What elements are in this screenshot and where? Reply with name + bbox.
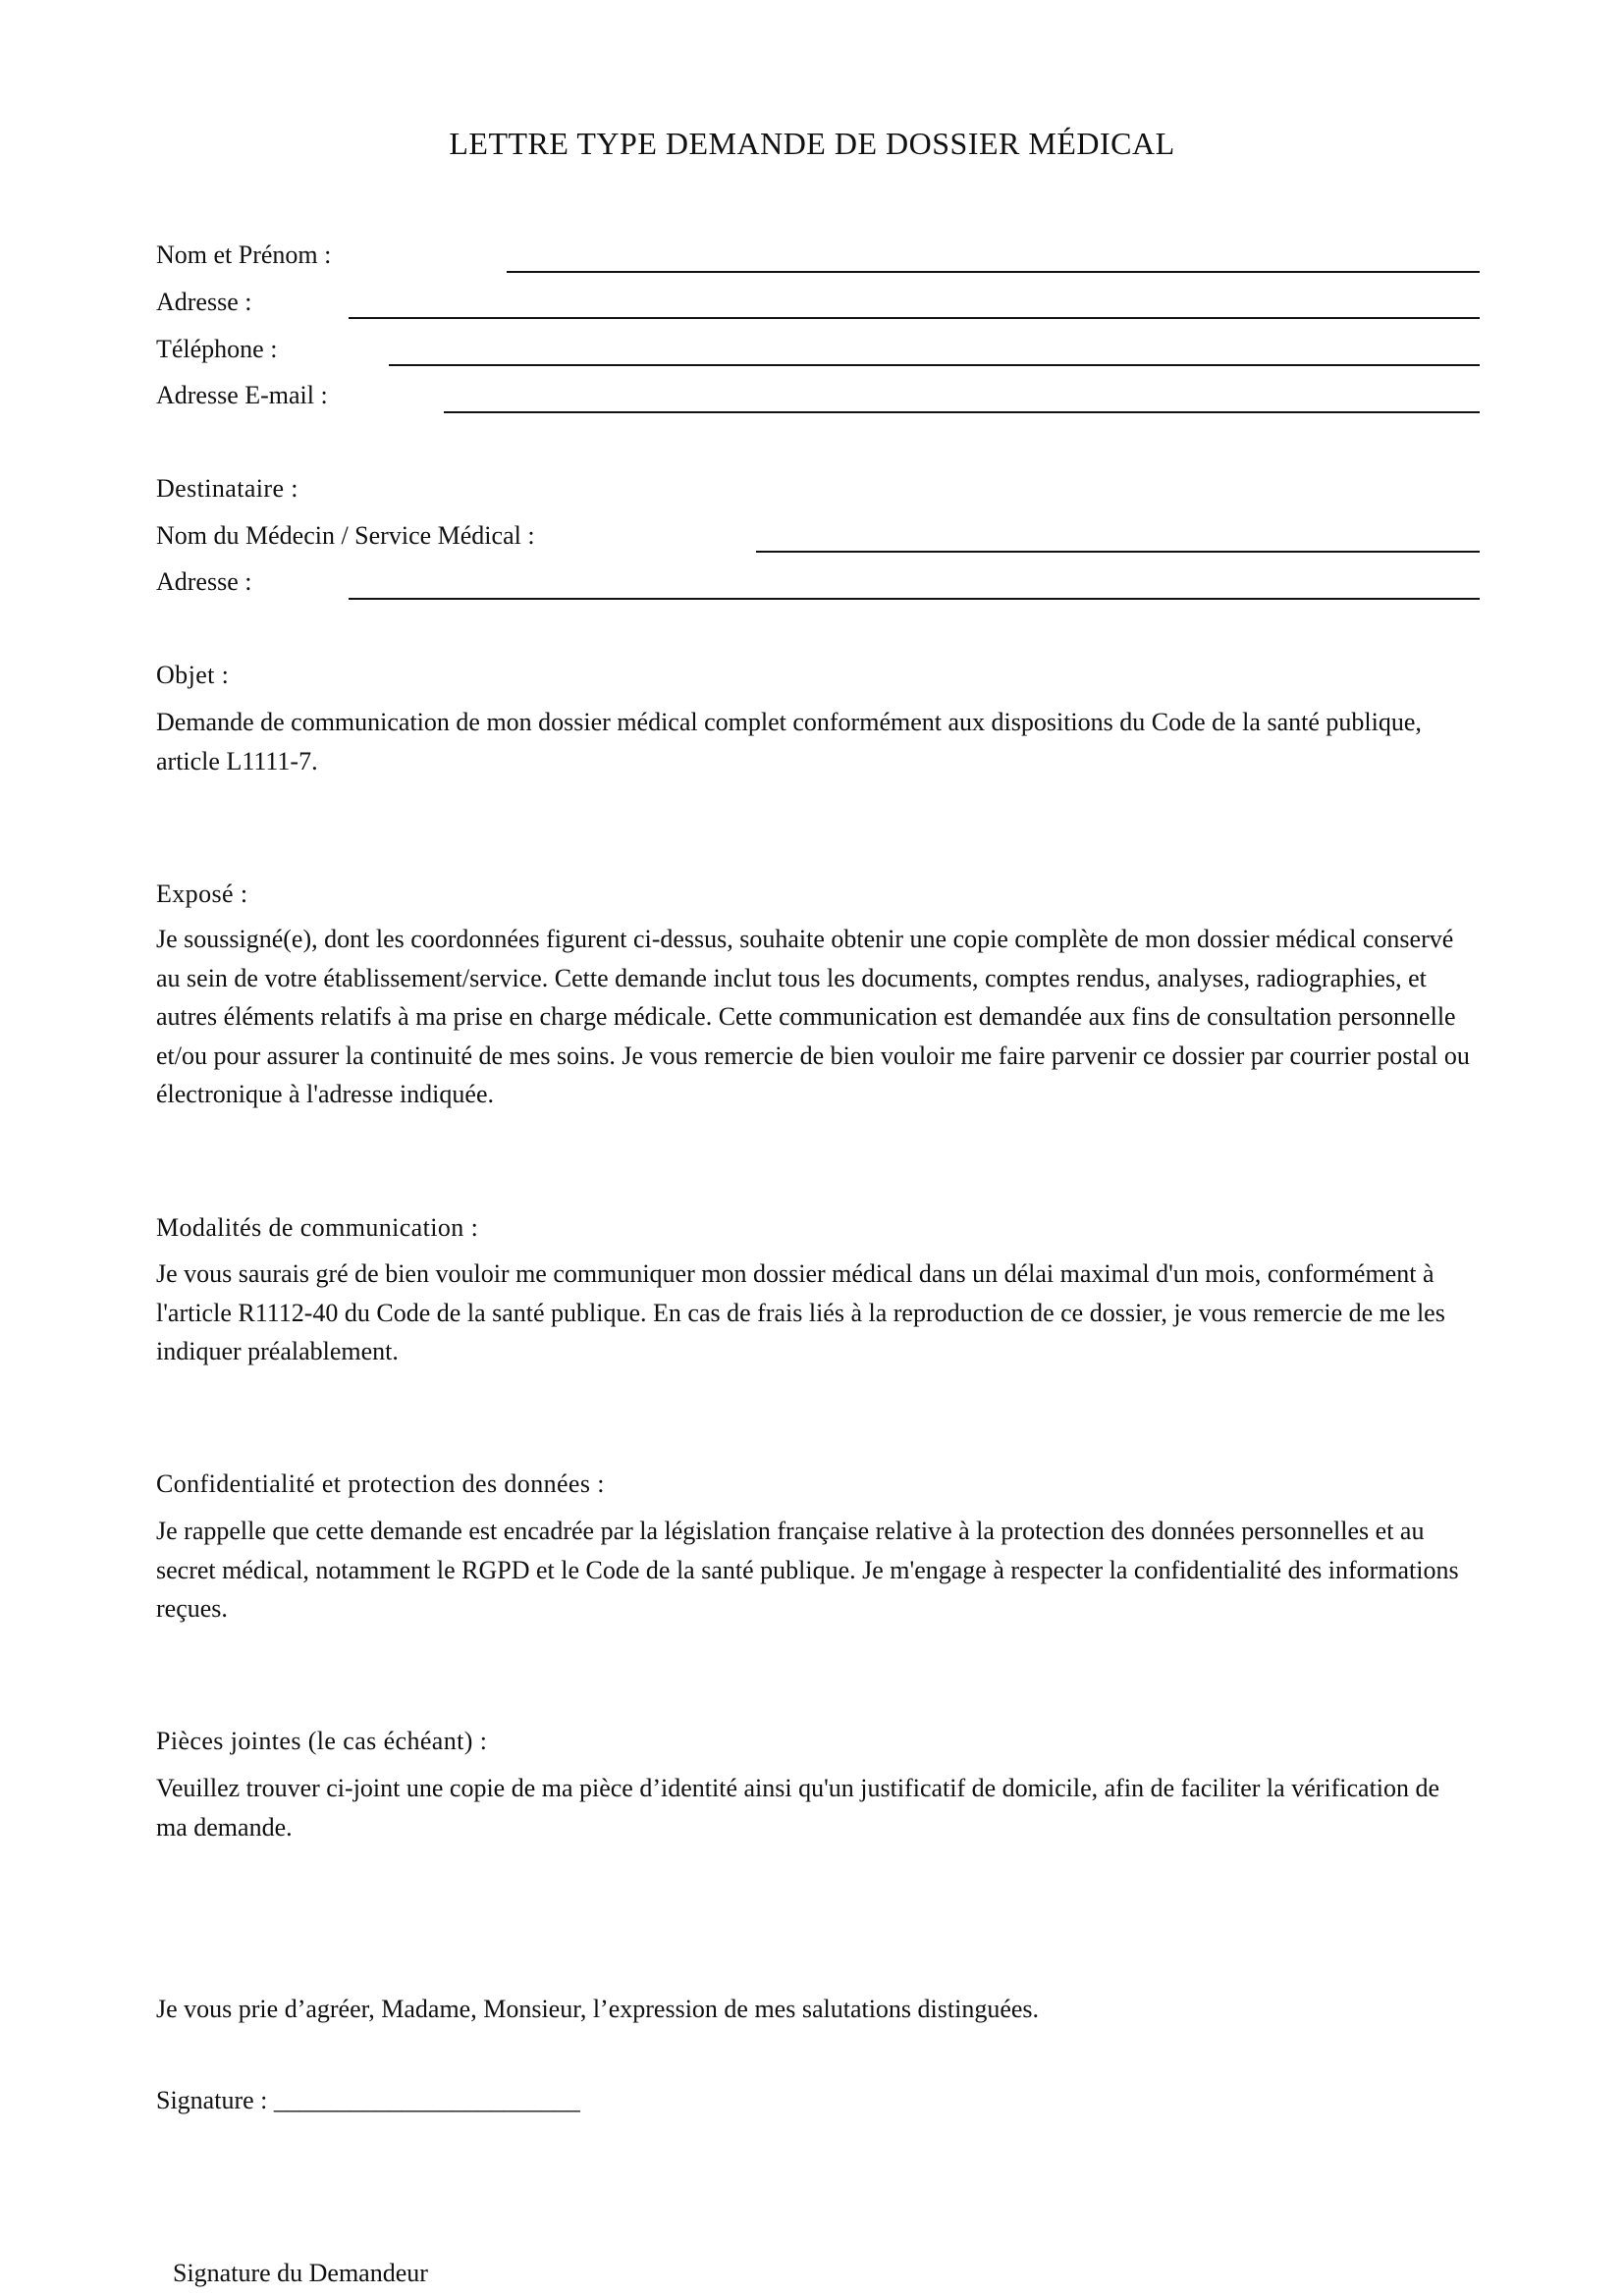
sender-address-line[interactable] [349,317,1480,319]
modalities-text: Je vous saurais gré de bien vouloir me communiquer mon dossier médical dans un délai maximal d'un mois, conformément à l'article R1112-40 du Code de la santé publique. En cas de frais liés à la reproduction de ce dossier, je vous remercie de me les indiquer préalablement. [156,1259,1445,1365]
recipient-doctor-line[interactable] [756,551,1480,553]
sender-name-label: Nom et Prénom : [156,240,332,269]
recipient-doctor-label: Nom du Médecin / Service Médical : [156,521,535,550]
sender-name-line[interactable] [507,271,1480,273]
signature-field[interactable]: Signature : ________________________ [156,2086,580,2114]
sender-phone-line[interactable] [389,364,1480,366]
sender-phone-label: Téléphone : [156,335,278,363]
sender-email-line[interactable] [444,411,1480,413]
signature-caption: Signature du Demandeur [173,2259,428,2287]
confidentiality-text: Je rappelle que cette demande est encadrée par la législation française relative à la protection des données personnelles et au secret médical, notamment le RGPD et le Code de la santé publique. Je m'engage à respecter la confidentialité des informations reçues. [156,1517,1459,1623]
modalities-heading: Modalités de communication : [156,1213,479,1242]
closing-formula: Je vous prie d’agréer, Madame, Monsieur, l’expression de mes salutations distinguées. [156,1995,1040,2023]
sender-email-label: Adresse E-mail : [156,381,328,409]
recipient-address-line[interactable] [349,598,1480,600]
object-text: Demande de communication de mon dossier médical complet conformément aux dispositions du Code de la santé publique, article L1111-7. [156,708,1422,775]
recipient-heading: Destinataire : [156,474,298,503]
confidentiality-heading: Confidentialité et protection des données : [156,1469,605,1498]
expose-text: Je soussigné(e), dont les coordonnées figurent ci-dessus, souhaite obtenir une copie complète de mon dossier médical conservé au sein de votre établissement/service. Cette demande inclut tous les documents, comptes rendus, analyses, radiographies, et autres éléments relatifs à ma prise en charge médicale. Cette communication est demandée aux fins de consultation personnelle et/ou pour assurer la continuité de mes soins. Je vous remercie de bien vouloir me faire parvenir ce dossier par courrier postal ou électronique à l'adresse indiquée. [156,925,1470,1108]
object-heading: Objet : [156,661,230,689]
expose-heading: Exposé : [156,880,248,908]
document-title: LETTRE TYPE DEMANDE DE DOSSIER MÉDICAL [449,126,1175,161]
attachments-text: Veuillez trouver ci-joint une copie de ma pièce d’identité ainsi qu'un justificatif de domicile, afin de faciliter la vérification de ma demande. [156,1774,1440,1842]
recipient-address-label: Adresse : [156,567,252,596]
sender-address-label: Adresse : [156,288,252,316]
attachments-heading: Pièces jointes (le cas échéant) : [156,1727,488,1755]
